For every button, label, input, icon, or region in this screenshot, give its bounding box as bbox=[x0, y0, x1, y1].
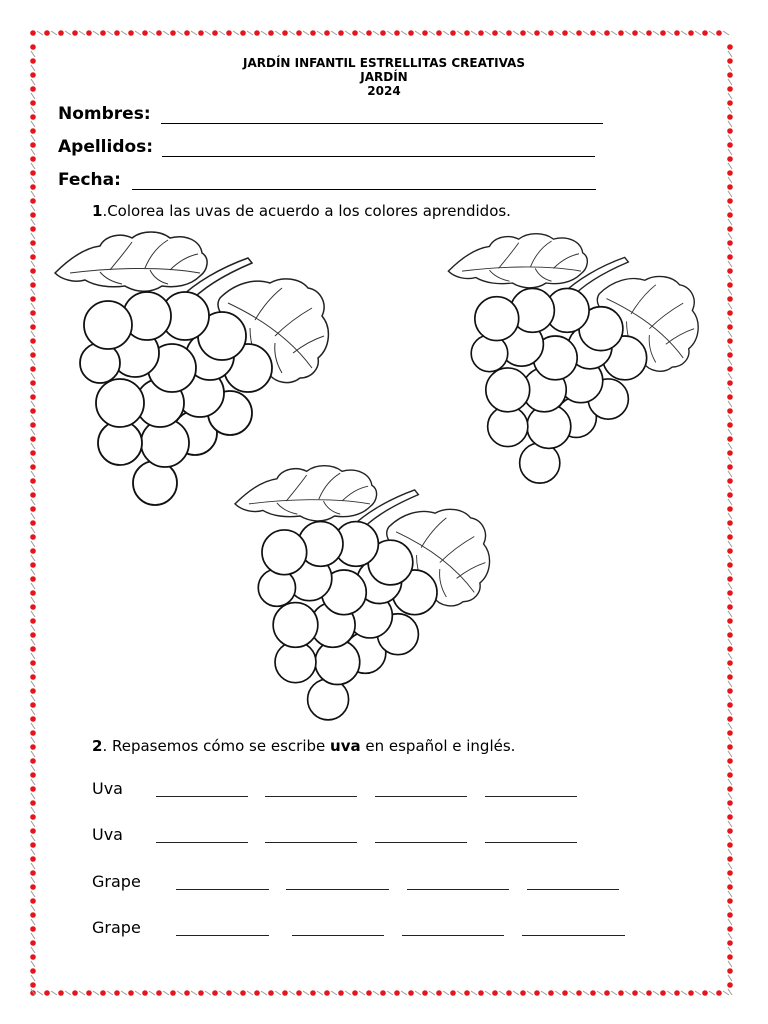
practice-blank[interactable] bbox=[265, 842, 357, 843]
surnames-label: Apellidos: bbox=[58, 137, 154, 157]
practice-blank[interactable] bbox=[527, 889, 619, 890]
names-label: Nombres: bbox=[58, 104, 151, 124]
practice-word: Grape bbox=[92, 872, 141, 891]
school-year: 2024 bbox=[367, 84, 401, 98]
practice-blank[interactable] bbox=[485, 796, 577, 797]
school-level: JARDÍN bbox=[360, 70, 408, 84]
date-label: Fecha: bbox=[58, 170, 121, 190]
practice-word: Grape bbox=[92, 918, 141, 937]
practice-blank[interactable] bbox=[522, 935, 625, 936]
practice-blank[interactable] bbox=[156, 796, 248, 797]
activity-2-text-before: . Repasemos cómo se escribe bbox=[102, 737, 331, 755]
practice-row bbox=[92, 872, 632, 894]
practice-blank[interactable] bbox=[286, 889, 389, 890]
school-name: JARDÍN INFANTIL ESTRELLITAS CREATIVAS bbox=[242, 56, 525, 70]
practice-blank[interactable] bbox=[292, 935, 384, 936]
activity-2-text-after: en español e inglés. bbox=[360, 737, 516, 755]
practice-word: Uva bbox=[92, 779, 123, 798]
practice-blank[interactable] bbox=[375, 842, 467, 843]
practice-blank[interactable] bbox=[407, 889, 509, 890]
activity-1-text: .Colorea las uvas de acuerdo a los colores aprendidos. bbox=[102, 202, 511, 220]
activity-2-highlight: uva bbox=[330, 737, 361, 755]
practice-word: Uva bbox=[92, 825, 123, 844]
practice-blank[interactable] bbox=[176, 935, 269, 936]
practice-blank[interactable] bbox=[375, 796, 467, 797]
grape-drawing-3[interactable] bbox=[228, 462, 498, 732]
names-line[interactable] bbox=[161, 123, 603, 124]
practice-blank[interactable] bbox=[176, 889, 269, 890]
date-line[interactable] bbox=[132, 189, 596, 190]
practice-row bbox=[92, 918, 632, 940]
activity-2-instruction bbox=[92, 737, 515, 755]
activity-2-number: 2 bbox=[92, 737, 103, 755]
practice-blank[interactable] bbox=[265, 796, 357, 797]
activity-1-instruction bbox=[92, 202, 511, 220]
practice-row bbox=[92, 825, 612, 847]
practice-blank[interactable] bbox=[156, 842, 248, 843]
practice-row bbox=[92, 779, 612, 801]
practice-blank[interactable] bbox=[485, 842, 577, 843]
practice-blank[interactable] bbox=[402, 935, 504, 936]
grape-drawing-2[interactable] bbox=[434, 230, 714, 495]
surnames-line[interactable] bbox=[162, 156, 595, 157]
activity-1-number: 1 bbox=[92, 202, 103, 220]
